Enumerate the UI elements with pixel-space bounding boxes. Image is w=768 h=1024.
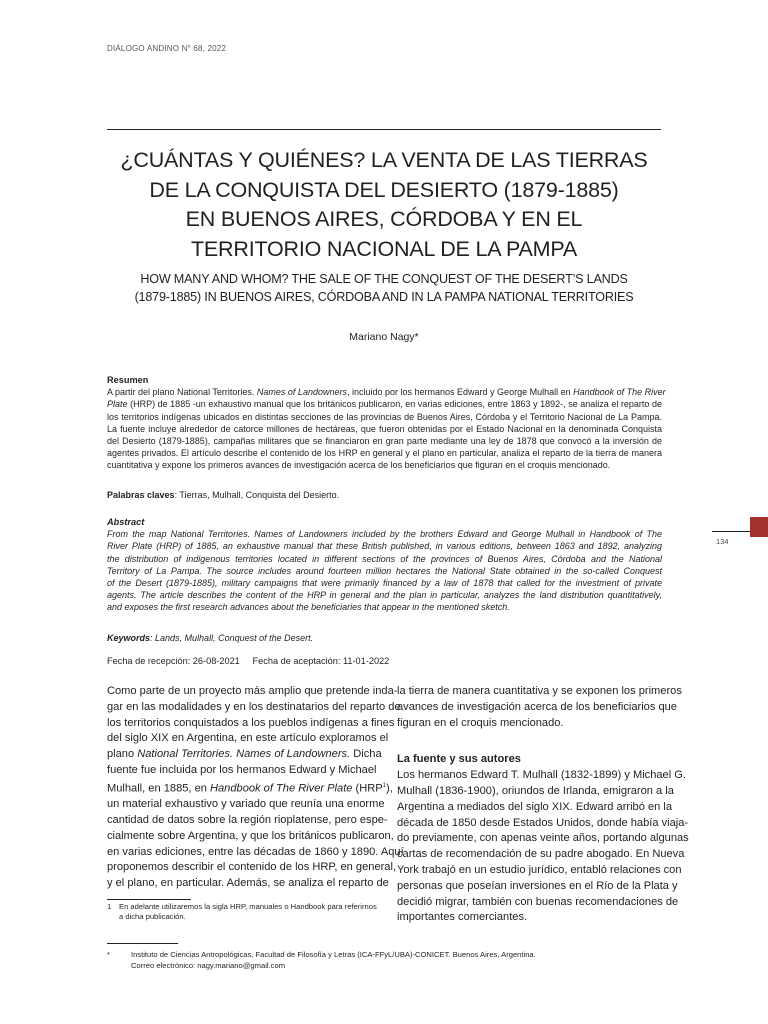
resumen-heading: Resumen (107, 375, 149, 385)
footnote (107, 902, 377, 922)
body-line: Mulhall (1836-1900), oriundos de Irlanda, emigraron a la (397, 784, 674, 797)
body-column-right (397, 684, 689, 926)
resumen-line: los territorios indígenas ubicados en distintas secciones de las provincias de Buenos Aires, Córdoba y el Territorio Nacional de La Pampa. (107, 411, 662, 422)
affiliation-mark: * (107, 950, 110, 959)
body-line: decidió migrar, también con buenas recomendaciones de (397, 895, 679, 908)
title-line: ¿CUÁNTAS Y QUIÉNES? LA VENTA DE LAS TIERRAS (120, 148, 648, 172)
abstract-line: From the map National Territories. Names of Landowners included by the brothers Edward and George Mulhall in Handbook of The (107, 529, 662, 540)
keywords-text: Lands, Mulhall, Conquest of the Desert. (155, 633, 314, 643)
keywords (107, 632, 662, 644)
body-line: cantidad de datos sobre la región rioplatense, pero espe- (107, 814, 388, 827)
abstract-line: of the Desert (1879-1885), military campaigns that were primarily financed by a law of 1878 that called for the investment of private (107, 578, 662, 589)
body-line: do previamente, con apenas veinte años, portando algunas (397, 832, 689, 845)
subtitle-line: (1879-1885) IN BUENOS AIRES, CÓRDOBA AND IN LA PAMPA NATIONAL TERRITORIES (134, 290, 634, 304)
footnote-rule (107, 899, 191, 900)
text-run-italic: Handbook of The River Plate (210, 782, 353, 795)
affiliation-email[interactable]: Correo electrónico: nagy.mariano@gmail.com (131, 961, 286, 970)
body-line: Como parte de un proyecto más amplio que pretende inda- (107, 685, 398, 697)
palabras-text: Tierras, Mulhall, Conquista del Desierto. (179, 490, 340, 500)
section-heading: La fuente y sus autores (397, 753, 521, 766)
page-number: 134 (716, 537, 729, 546)
text-run-italic: Plate (107, 399, 128, 410)
article-title (107, 146, 661, 264)
palabras-claves (107, 489, 662, 501)
body-line: fuente fue incluida por los hermanos Edward y Michael (107, 763, 377, 776)
text-run: A partir del plano National Territories. (107, 387, 257, 398)
text-run: Mulhall, en 1885, en (107, 782, 210, 795)
body-column-left (107, 684, 404, 892)
body-line: en varias ediciones, entre las décadas de 1860 y 1890. Aquí (107, 845, 404, 858)
body-line: York trabajó en un estudio jurídico, entabló relaciones con (397, 863, 682, 876)
affiliation-rule (107, 943, 178, 944)
body-line: avances de investigación acerca de los beneficiarios que (397, 700, 677, 713)
footnote-text: a dicha publicación. (119, 912, 186, 921)
text-run-italic: National Territories. Names of Landowners. (137, 748, 351, 761)
text-run: (HRP) de 1885 -un exhaustivo manual que los británicos publicaron, en varias ediciones, entre 1863 y 1892-, se analiza el reparto de (127, 399, 662, 410)
text-run: (HRP (352, 782, 383, 795)
body-line: del siglo XIX en Argentina, en este artículo exploramos el (107, 732, 389, 745)
abstract-line: the distribution of indigenous territories located in different sections of the provinces of Buenos Aires, Córdoba and the National (107, 553, 662, 564)
resumen-section (107, 374, 666, 472)
palabras-label: Palabras claves (107, 490, 175, 500)
margin-tab (750, 517, 768, 537)
body-line: importantes comerciantes. (397, 911, 528, 924)
body-line: proponemos describir el contenido de los HRP, en general, (107, 861, 397, 874)
header-rule (107, 129, 661, 130)
abstract-line: River Plate (HRP) of 1885, an exhaustive manual that these British published, in various editions, between 1863 and 1892, analyzing (107, 541, 662, 552)
text-run-italic: Names of Landowners (256, 387, 347, 398)
margin-rule (712, 531, 750, 532)
footnote-text: En adelante utilizaremos la sigla HRP, manuales o Handbook para referirnos (119, 902, 377, 911)
body-line (107, 747, 382, 763)
subtitle-line: HOW MANY AND WHOM? THE SALE OF THE CONQUEST OF THE DESERT’S LANDS (140, 272, 628, 286)
body-line: los territorios conquistados a los pueblos indígenas a fines (107, 716, 395, 729)
affiliation-text: Instituto de Ciencias Antropológicas, Facultad de Filosofía y Letras (ICA-FFyL/UBA)-CONICET. Buenos Aires, Argentina. (131, 950, 536, 959)
body-line: y el plano, en particular. Además, se analiza el reparto de (107, 877, 389, 890)
abstract-line: Territory of La Pampa. The source includes around fourteen million hectares the National State obtained in the so-called Conquest (107, 565, 662, 576)
body-line: Los hermanos Edward T. Mulhall (1832-1899) y Michael G. (397, 769, 686, 782)
text-run-italic: Handbook of The River (573, 387, 666, 398)
body-line: figuran en el croquis mencionado. (397, 716, 564, 729)
submission-dates: Fecha de recepción: 26-08-2021 Fecha de aceptación: 11-01-2022 (107, 656, 390, 666)
footnote-number: 1 (107, 902, 112, 911)
body-line (107, 779, 393, 797)
separator: : (150, 633, 156, 643)
journal-header: DIÁLOGO ANDINO N° 68, 2022 (107, 44, 227, 53)
abstract-section (107, 516, 662, 614)
resumen-line (107, 386, 666, 398)
text-run: Dicha (350, 748, 382, 761)
footnote-line (107, 902, 377, 912)
body-line: un material exhaustivo y variado que reunía una enorme (107, 798, 385, 811)
body-line: Argentina a mediados del siglo XIX. Edward arribó en la (397, 800, 673, 813)
resumen-line: del Desierto (1879-1885), campañas militares que se financiaron en gran parte mediante una ley de 1878 que convocó a la inversión de (107, 436, 662, 447)
resumen-line: agentes privados. El artículo describe el contenido de los HRP en general y el plano en particular, analiza el reparto de la tierra de manera (107, 448, 662, 459)
text-run: , incluido por los hermanos Edward y George Mulhall en (346, 387, 574, 398)
title-line: DE LA CONQUISTA DEL DESIERTO (1879-1885) (149, 177, 619, 202)
resumen-line (107, 398, 662, 410)
english-title (107, 270, 661, 306)
title-line: EN BUENOS AIRES, CÓRDOBA Y EN EL (185, 207, 583, 231)
abstract-heading: Abstract (107, 517, 145, 527)
abstract-line: and exposes the first research advances about the beneficiaries that appear in the mentioned sketch. (107, 602, 510, 613)
body-line: la tierra de manera cuantitativa y se exponen los primeros (397, 685, 682, 697)
body-line: cartas de recomendación de su padre abogado. En Nueva (397, 848, 685, 861)
keywords-label: Keywords (107, 633, 151, 643)
body-line: personas que poseían inversiones en el Río de la Plata y (397, 879, 678, 892)
body-line: década de 1850 desde Estados Unidos, donde había viaja- (397, 816, 689, 829)
body-line: cialmente sobre Argentina, y que los británicos publicaron, (107, 829, 394, 842)
text-run: ), (386, 782, 393, 795)
separator: : (174, 490, 180, 500)
author-name: Mariano Nagy* (349, 331, 419, 343)
abstract-line: agents. The article describes the content of the HRP in general and the plan in particular, analyzes the land distribution quantitatively, (107, 590, 662, 601)
resumen-line: La fuente incluye alrededor de catorce millones de hectáreas, que fueron obtenidas por el Estado Nacional en la denominada Conquista (107, 423, 662, 434)
text-run: plano (107, 748, 138, 761)
resumen-line: cuantitativa y expone los primeros avances de investigación acerca de los beneficiarios que figuran en el croquis mencionado. (107, 460, 611, 471)
title-line: TERRITORIO NACIONAL DE LA PAMPA (190, 236, 578, 261)
body-line: gar en las modalidades y en los destinatarios del reparto de (107, 700, 401, 713)
footnote-ref[interactable]: 1 (382, 782, 386, 789)
